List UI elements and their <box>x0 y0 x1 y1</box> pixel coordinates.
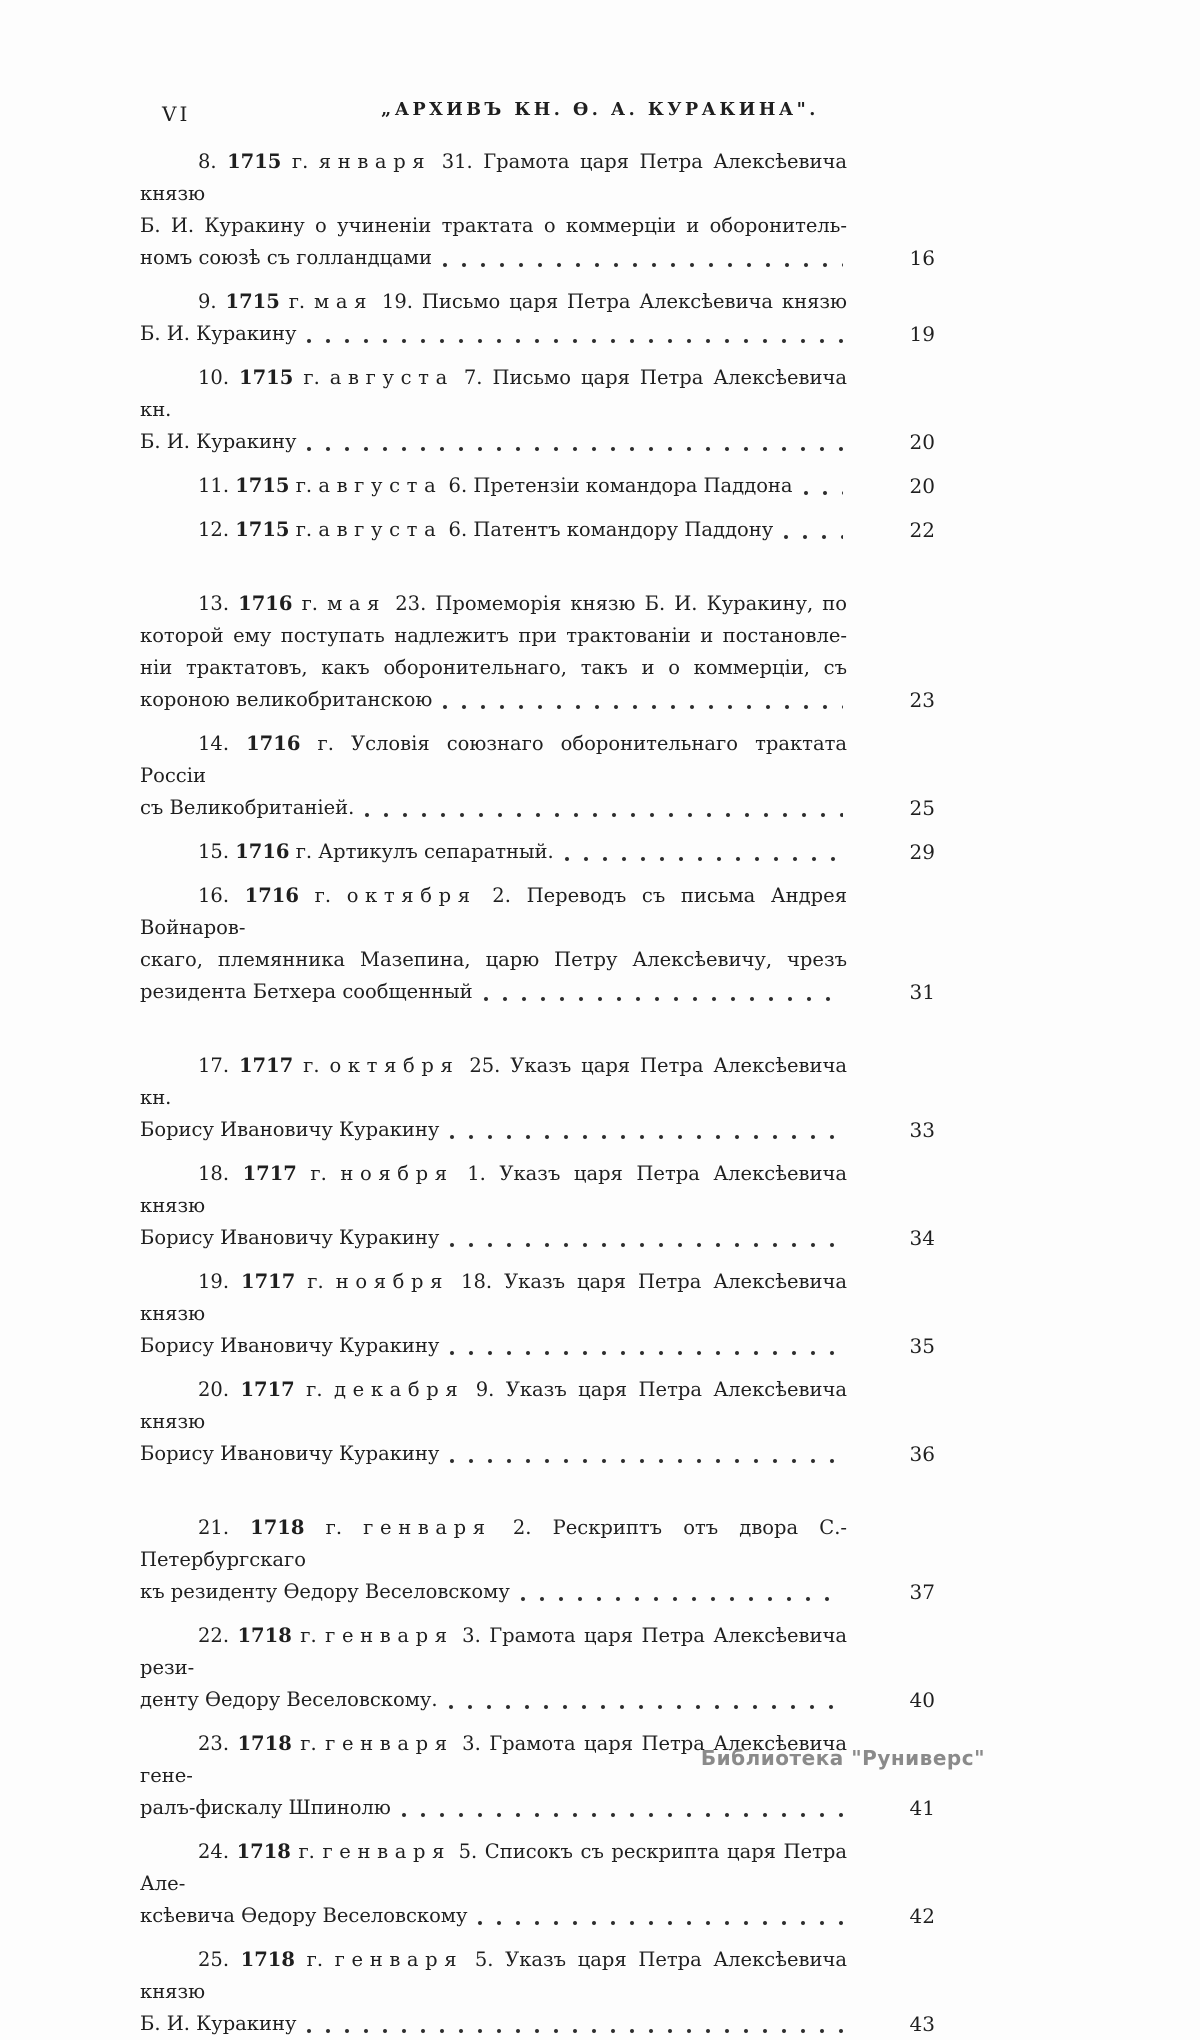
toc-line-text: 19. 1717 г. ноября 18. Указъ царя Петра Алексѣевича князю <box>140 1270 847 1325</box>
toc-line-text: 9. 1715 г. мая 19. Письмо царя Петра Алексѣевича князю <box>198 290 847 313</box>
page-number: 43 <box>909 2012 935 2036</box>
toc-entry <box>140 146 935 274</box>
toc-line <box>140 470 847 502</box>
toc-line-text: резидента Бетхера сообщенный <box>140 980 473 1003</box>
toc-line-text: ралъ-фискалу Шпинолю <box>140 1796 391 1819</box>
toc-entry <box>140 362 935 458</box>
toc-line <box>140 1620 847 1684</box>
dot-leader <box>401 1792 843 1824</box>
toc-entry <box>140 1512 935 1608</box>
toc-line <box>140 620 847 652</box>
toc-line <box>140 1944 847 2008</box>
toc-line-text: которой ему поступать надлежитъ при трактованіи и постановле- <box>140 624 847 647</box>
toc-entry <box>140 1620 935 1716</box>
dot-leader <box>448 1684 843 1716</box>
toc-line-text: короною великобританскою <box>140 688 433 711</box>
toc-line <box>140 792 847 824</box>
page-number: 22 <box>909 518 935 542</box>
toc-line <box>140 1114 847 1146</box>
toc-entry <box>140 514 935 546</box>
toc-line-text: 15. 1716 г. Артикулъ сепаратный. <box>198 840 554 863</box>
toc-entry <box>140 1944 935 2040</box>
toc-line <box>140 362 847 426</box>
toc-line-text: денту Ѳедору Веселовскому. <box>140 1688 438 1711</box>
toc-line <box>140 1222 847 1254</box>
page-number: 31 <box>909 980 935 1004</box>
toc-line <box>140 684 847 716</box>
toc-line <box>140 1438 847 1470</box>
toc-line <box>140 1684 847 1716</box>
page-number: 33 <box>909 1118 935 1142</box>
toc-line <box>140 1266 847 1330</box>
page-number: 36 <box>909 1442 935 1466</box>
toc-line <box>140 514 847 546</box>
toc-line-text: ксѣевича Ѳедору Веселовскому <box>140 1904 468 1927</box>
toc-line-text: 24. 1718 г. генваря 5. Списокъ съ рескрипта царя Петра Але- <box>140 1840 847 1895</box>
toc-line-text: къ резиденту Ѳедору Веселовскому <box>140 1580 510 1603</box>
toc-line <box>140 210 847 242</box>
toc-entry <box>140 588 935 716</box>
toc-entry <box>140 286 935 350</box>
page-header <box>0 98 1200 132</box>
toc-line <box>140 286 847 318</box>
dot-leader <box>477 1900 843 1932</box>
running-title: „АРХИВЪ КН. Ѳ. А. КУРАКИНА". <box>381 100 819 120</box>
toc-line-text: съ Великобританіей. <box>140 796 355 819</box>
toc-line <box>140 318 847 350</box>
toc-line-text: Борису Ивановичу Куракину <box>140 1118 440 1141</box>
page-number: 20 <box>909 430 935 454</box>
dot-leader <box>564 836 843 868</box>
dot-leader <box>442 684 843 716</box>
toc-entry <box>140 1050 935 1146</box>
page-number: 25 <box>909 796 935 820</box>
dot-leader <box>449 1438 843 1470</box>
page-number: 35 <box>909 1334 935 1358</box>
page-number: 19 <box>909 322 935 346</box>
toc-line-text: 10. 1715 г. августа 7. Письмо царя Петра Алексѣевича кн. <box>140 366 847 421</box>
toc-line-text: Борису Ивановичу Куракину <box>140 1226 440 1249</box>
toc-line <box>140 242 847 274</box>
dot-leader <box>442 242 843 274</box>
page-number: 23 <box>909 688 935 712</box>
toc-entry <box>140 1728 935 1824</box>
toc-entry <box>140 470 935 502</box>
toc-line-text: 12. 1715 г. августа 6. Патентъ командору Паддону <box>198 518 774 541</box>
toc-line <box>140 2008 847 2040</box>
dot-leader <box>306 2008 843 2040</box>
toc-line <box>140 1836 847 1900</box>
toc-entry <box>140 1158 935 1254</box>
toc-line <box>140 836 847 868</box>
toc-line-text: Б. И. Куракину <box>140 430 297 453</box>
page-number: 40 <box>909 1688 935 1712</box>
toc-line <box>140 1512 847 1576</box>
toc-line <box>140 728 847 792</box>
toc-line <box>140 1792 847 1824</box>
toc-entry <box>140 1266 935 1362</box>
dot-leader <box>364 792 843 824</box>
toc-line-text: 22. 1718 г. генваря 3. Грамота царя Петра Алексѣевича рези- <box>140 1624 847 1679</box>
folio-number: VI <box>162 102 191 126</box>
toc-line <box>140 1158 847 1222</box>
toc-line-text: 16. 1716 г. октября 2. Переводъ съ письма Андрея Войнаров- <box>140 884 847 939</box>
toc-line-text: Борису Ивановичу Куракину <box>140 1334 440 1357</box>
toc-line-text: ніи трактатовъ, какъ оборонительнаго, такъ и о коммерціи, съ <box>140 656 847 679</box>
page-number: 29 <box>909 840 935 864</box>
toc-line-text: Б. И. Куракину о учиненіи трактата о коммерціи и оборонитель- <box>140 214 847 237</box>
page-number: 42 <box>909 1904 935 1928</box>
toc-line <box>140 652 847 684</box>
toc-line-text: 8. 1715 г. января 31. Грамота царя Петра Алексѣевича князю <box>140 150 847 205</box>
toc-line-text: 14. 1716 г. Условія союзнаго оборонительнаго трактата Россіи <box>140 732 847 787</box>
toc-line-text: номъ союзѣ съ голландцами <box>140 246 432 269</box>
dot-leader <box>306 318 843 350</box>
page-number: 34 <box>909 1226 935 1250</box>
toc-line-text: Б. И. Куракину <box>140 2012 297 2035</box>
toc-line-text: Б. И. Куракину <box>140 322 297 345</box>
toc-entry <box>140 1836 935 1932</box>
dot-leader <box>520 1576 843 1608</box>
toc-entry <box>140 1374 935 1470</box>
toc-line <box>140 944 847 976</box>
toc-line <box>140 1900 847 1932</box>
toc-entry <box>140 880 935 1008</box>
toc-line-text: Борису Ивановичу Куракину <box>140 1442 440 1465</box>
toc-line-text: 25. 1718 г. генваря 5. Указъ царя Петра Алексѣевича князю <box>140 1948 848 2003</box>
toc-line <box>140 1576 847 1608</box>
toc-line <box>140 1050 847 1114</box>
toc-line <box>140 976 847 1008</box>
toc-line-text: 17. 1717 г. октября 25. Указъ царя Петра Алексѣевича кн. <box>140 1054 847 1109</box>
dot-leader <box>449 1222 843 1254</box>
library-watermark: Библиотека "Руниверс" <box>700 1746 985 1770</box>
toc-line <box>140 1330 847 1362</box>
page-number: 20 <box>909 474 935 498</box>
dot-leader <box>449 1114 843 1146</box>
toc-entry <box>140 728 935 824</box>
toc-line-text: 18. 1717 г. ноября 1. Указъ царя Петра Алексѣевича князю <box>140 1162 847 1217</box>
page-number: 41 <box>909 1796 935 1820</box>
dot-leader <box>783 514 843 546</box>
toc-line <box>140 1374 847 1438</box>
toc-line <box>140 880 847 944</box>
page-number: 16 <box>909 246 935 270</box>
toc-entry <box>140 836 935 868</box>
dot-leader <box>803 470 843 502</box>
dot-leader <box>483 976 843 1008</box>
toc-line <box>140 426 847 458</box>
toc-line-text: 13. 1716 г. мая 23. Промеморія князю Б. И. Куракину, по <box>198 592 848 615</box>
toc-line <box>140 146 847 210</box>
page-number: 37 <box>909 1580 935 1604</box>
toc-line <box>140 588 847 620</box>
toc-line-text: 21. 1718 г. генваря 2. Рескриптъ отъ двора С.-Петербургскаго <box>140 1516 848 1571</box>
toc-line-text: скаго, племянника Мазепина, царю Петру Алексѣевичу, чрезъ <box>140 948 847 971</box>
toc-line-text: 20. 1717 г. декабря 9. Указъ царя Петра Алексѣевича князю <box>140 1378 847 1433</box>
toc-line-text: 11. 1715 г. августа 6. Претензіи командора Паддона <box>198 474 793 497</box>
dot-leader <box>306 426 843 458</box>
toc-line-text: 23. 1718 г. генваря 3. Грамота царя Петра Алексѣевича гене- <box>140 1732 847 1787</box>
dot-leader <box>449 1330 843 1362</box>
